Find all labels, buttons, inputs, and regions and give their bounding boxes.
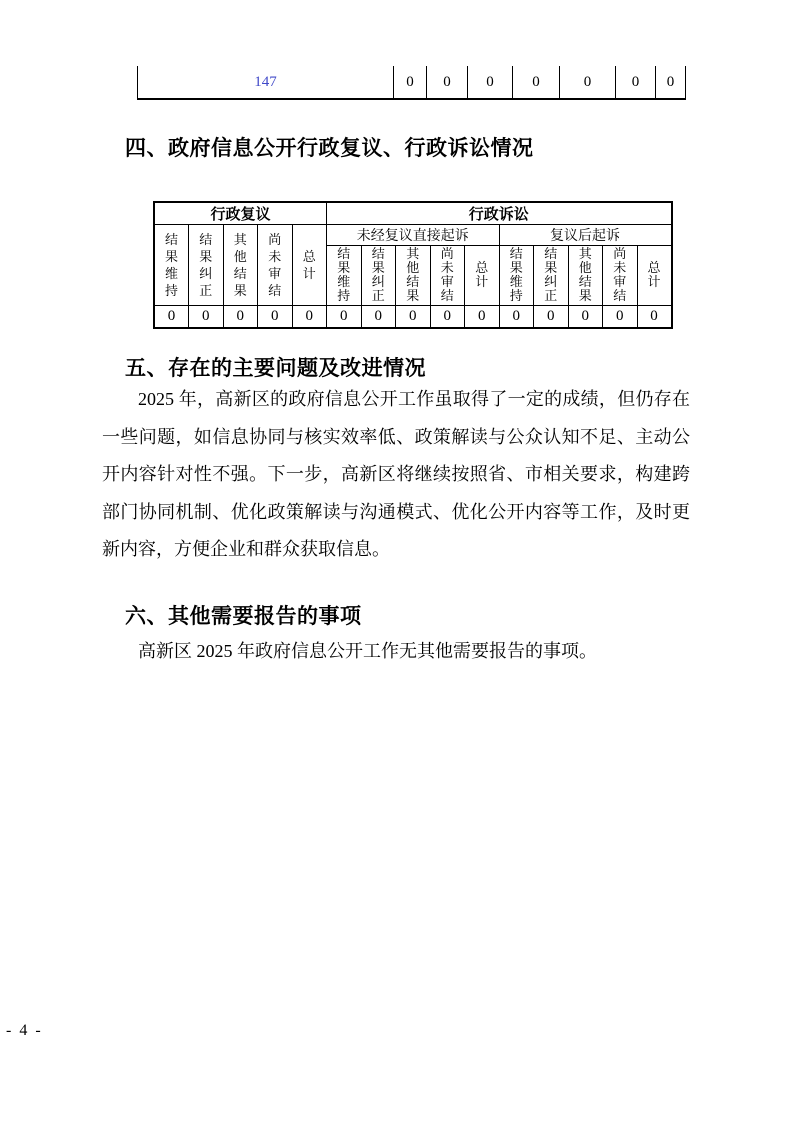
table-cell-value: 0 xyxy=(465,306,500,329)
column-header: 结果维持 xyxy=(154,225,189,306)
table-cell-value: 0 xyxy=(560,66,616,99)
column-header: 结果维持 xyxy=(499,246,534,306)
table-cell-value: 0 xyxy=(292,306,327,329)
section-five-paragraph: 2025 年，高新区的政府信息公开工作虽取得了一定的成绩，但仍存在一些问题，如信息协同与核实效率低、政策解读与公众认知不足、主动公开内容针对性不强。下一步，高新区将继续按照省、市相关要求，构建跨部门协同机制、优化政策解读与沟通模式、优化公开内容等工作，及时更新内容，方便企业和群众获取信息。 xyxy=(102,389,690,559)
column-header: 结果纠正 xyxy=(534,246,569,306)
table-cell-value: 0 xyxy=(656,66,686,99)
table-cell-value: 0 xyxy=(603,306,638,329)
table-cell-value: 0 xyxy=(430,306,465,329)
table-cell-value: 0 xyxy=(637,306,672,329)
column-header: 结果纠正 xyxy=(189,225,224,306)
table-cell-value: 0 xyxy=(154,306,189,329)
column-header: 尚未审结 xyxy=(258,225,293,306)
table-cell-value: 0 xyxy=(568,306,603,329)
table-row xyxy=(138,66,686,99)
group-header: 行政诉讼 xyxy=(327,202,672,225)
section-four-heading: 四、政府信息公开行政复议、行政诉讼情况 xyxy=(125,137,534,160)
table-cell-value: 0 xyxy=(223,306,258,329)
table-cell-value: 0 xyxy=(258,306,293,329)
continued-table-fragment xyxy=(137,66,686,100)
table-cell-value: 0 xyxy=(327,306,362,329)
table-cell-value: 0 xyxy=(361,306,396,329)
table-cell-value: 0 xyxy=(468,66,513,99)
table-cell-value: 0 xyxy=(427,66,468,99)
column-header: 结果维持 xyxy=(327,246,362,306)
subgroup-header: 未经复议直接起诉 xyxy=(327,225,500,246)
column-header: 总计 xyxy=(637,246,672,306)
column-header: 尚未审结 xyxy=(603,246,638,306)
column-header: 总计 xyxy=(465,246,500,306)
table-cell-value: 0 xyxy=(499,306,534,329)
section-six-heading: 六、其他需要报告的事项 xyxy=(125,605,362,628)
table-cell-value: 0 xyxy=(616,66,656,99)
table-subgroup-header-row xyxy=(154,225,672,246)
table-cell-value: 0 xyxy=(396,306,431,329)
column-header: 其他结果 xyxy=(223,225,258,306)
subgroup-header: 复议后起诉 xyxy=(499,225,672,246)
group-header: 行政复议 xyxy=(154,202,327,225)
table-cell-value: 0 xyxy=(189,306,224,329)
column-header: 其他结果 xyxy=(568,246,603,306)
column-header: 总计 xyxy=(292,225,327,306)
review-litigation-table xyxy=(153,201,673,329)
table-cell-value: 0 xyxy=(394,66,427,99)
column-header: 尚未审结 xyxy=(430,246,465,306)
table-data-row xyxy=(154,306,672,329)
page-number: - 4 - xyxy=(6,1022,43,1039)
column-header: 结果纠正 xyxy=(361,246,396,306)
table-group-header-row xyxy=(154,202,672,225)
table-cell-value: 0 xyxy=(534,306,569,329)
table-cell-value: 147 xyxy=(138,66,394,99)
section-six-paragraph: 高新区 2025 年政府信息公开工作无其他需要报告的事项。 xyxy=(138,641,597,661)
table-cell-value: 0 xyxy=(513,66,560,99)
section-five-heading: 五、存在的主要问题及改进情况 xyxy=(125,357,426,380)
column-header: 其他结果 xyxy=(396,246,431,306)
